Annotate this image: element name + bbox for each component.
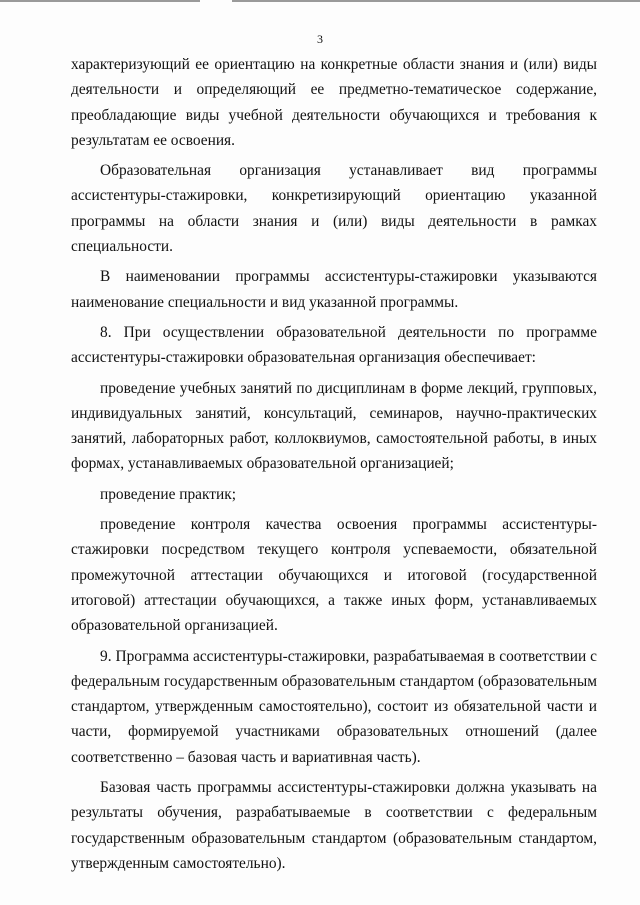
top-border-line: [232, 0, 640, 2]
paragraph: проведение практик;: [100, 485, 236, 503]
paragraph: В наименовании программы ассистентуры-стажировки указываются наименование специальности и вид указанной программы.: [71, 268, 597, 311]
paragraph-item-9: 9. Программа ассистентуры-стажировки, разрабатываемая в соответствии с федеральным государственным образовательным стандартом (образовательным стандартом, утвержденным самостоятельно), состоит из обязательной части и части, формируемой участниками образовательных отношений (далее соответственно – базовая часть и вариативная часть).: [71, 647, 597, 766]
paragraph: проведение контроля качества освоения программы ассистентуры-стажировки посредством текущего контроля успеваемости, обязательной промежуточной аттестации обучающихся и итоговой (государственной итоговой) аттестации обучающихся, а также иных форм, устанавливаемых образовательной организацией.: [71, 516, 597, 635]
paragraph-item-8: 8. При осуществлении образовательной деятельности по программе ассистентуры-стажировки образовательная организация обеспечивает:: [71, 323, 597, 367]
paragraph-continuation: характеризующий ее ориентацию на конкретные области знания и (или) виды деятельности и определяющий ее предметно-тематическое содержание, преобладающие виды учебной деятельности обучающихся и требования к результатам ее освоения.: [71, 56, 597, 149]
document-body: [71, 52, 597, 881]
top-border-line: [0, 0, 200, 2]
paragraph: Образовательная организация устанавливает вид программы ассистентуры-стажировки, конкретизирующий ориентацию указанной программы на области знания и (или) виды деятельности в рамках специальности.: [71, 162, 597, 256]
paragraph: Базовая часть программы ассистентуры-стажировки должна указывать на результаты обучения, разрабатываемые в соответствии с федеральным государственным образовательным стандартом (образовательным стандартом, утвержденным самостоятельно).: [71, 779, 597, 872]
page-number: 3: [317, 32, 323, 46]
paragraph: проведение учебных занятий по дисциплинам в форме лекций, групповых, индивидуальных занятий, консультаций, семинаров, научно-практических занятий, лабораторных работ, коллоквиумов, самостоятельной работы, в иных формах, устанавливаемых образовательной организацией;: [71, 379, 597, 473]
